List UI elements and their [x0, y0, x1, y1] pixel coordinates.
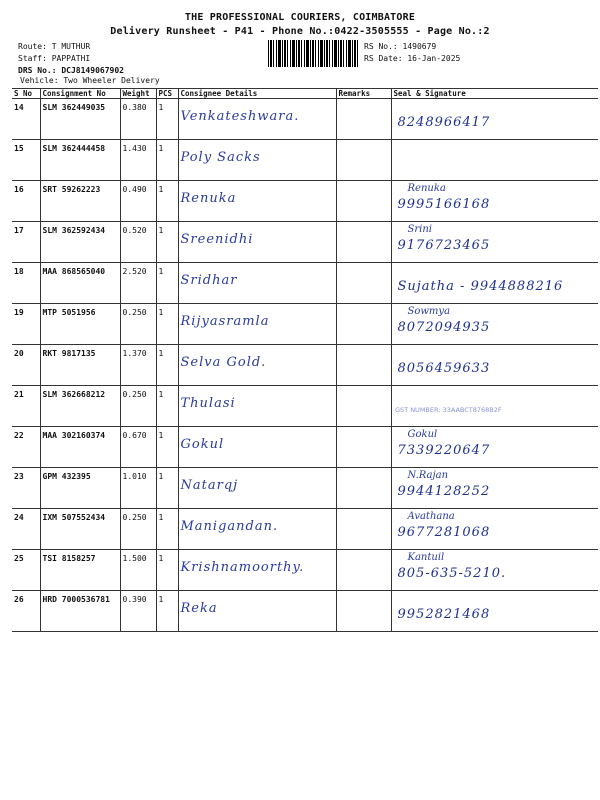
cell-sno: 19: [12, 304, 40, 345]
cell-signature: [391, 222, 598, 263]
cell-consignee: [178, 222, 336, 263]
cell-consignment-no: TSI 8158257: [40, 550, 120, 591]
cell-consignee: [178, 509, 336, 550]
cell-weight: 0.380: [120, 99, 156, 140]
cell-signature: [391, 304, 598, 345]
cell-weight: 2.520: [120, 263, 156, 304]
cell-signature: [391, 509, 598, 550]
cell-consignee: [178, 550, 336, 591]
consignee-handwriting: Sreenidhi: [180, 232, 254, 247]
consignee-handwriting: Thulasi: [180, 396, 236, 411]
cell-consignment-no: HRD 7000536781: [40, 591, 120, 632]
signature-phone: 805-635-5210.: [397, 566, 507, 581]
signature-area: [394, 267, 597, 299]
company-stamp: [395, 380, 573, 428]
rs-date: RS Date: 16-Jan-2025: [364, 54, 461, 63]
signature-area: [394, 349, 597, 381]
cell-sno: 23: [12, 468, 40, 509]
table-row: [12, 427, 598, 468]
cell-remarks: [336, 427, 391, 468]
cell-pcs: 1: [156, 345, 178, 386]
cell-sno: 15: [12, 140, 40, 181]
signature-area: [394, 513, 597, 545]
cell-signature: [391, 99, 598, 140]
signature-phone: 9952821468: [397, 607, 491, 622]
table-row: [12, 181, 598, 222]
cell-signature: [391, 427, 598, 468]
table-row: [12, 99, 598, 140]
cell-consignment-no: MAA 302160374: [40, 427, 120, 468]
table-row: [12, 263, 598, 304]
runsheet-subtitle: Delivery Runsheet - P41 - Phone No.:0422-3505555 - Page No.:2: [110, 26, 490, 37]
page-title: THE PROFESSIONAL COURIERS, COIMBATORE: [184, 12, 416, 23]
signature-phone: 8248966417: [397, 115, 491, 130]
cell-weight: 0.520: [120, 222, 156, 263]
cell-pcs: 1: [156, 140, 178, 181]
cell-remarks: [336, 591, 391, 632]
cell-remarks: [336, 509, 391, 550]
cell-consignment-no: SLM 362668212: [40, 386, 120, 427]
cell-remarks: [336, 345, 391, 386]
cell-pcs: 1: [156, 468, 178, 509]
cell-consignment-no: RKT 9817135: [40, 345, 120, 386]
cell-weight: 0.670: [120, 427, 156, 468]
signature-name: Gokul: [407, 429, 438, 440]
cell-weight: 0.250: [120, 304, 156, 345]
cell-signature: [391, 181, 598, 222]
cell-pcs: 1: [156, 222, 178, 263]
cell-consignee: [178, 99, 336, 140]
cell-pcs: 1: [156, 304, 178, 345]
signature-name: N.Rajan: [407, 470, 449, 481]
col-header-consignee: Consignee Details: [178, 89, 336, 99]
staff-label: Staff: PAPPATHI: [18, 54, 91, 63]
cell-sno: 14: [12, 99, 40, 140]
cell-consignment-no: SRT 59262223: [40, 181, 120, 222]
rs-number: RS No.: 1490679: [364, 42, 437, 51]
signature-area: [394, 595, 597, 627]
signature-name: Renuka: [407, 183, 446, 194]
cell-remarks: [336, 468, 391, 509]
signature-area: [394, 472, 597, 504]
cell-signature: [391, 591, 598, 632]
cell-consignee: [178, 386, 336, 427]
signature-area: [394, 144, 597, 176]
cell-weight: 1.500: [120, 550, 156, 591]
signature-phone: 9944128252: [397, 484, 491, 499]
cell-consignment-no: SLM 362444458: [40, 140, 120, 181]
signature-area: [394, 431, 597, 463]
cell-sno: 20: [12, 345, 40, 386]
cell-remarks: [336, 386, 391, 427]
cell-weight: 1.010: [120, 468, 156, 509]
cell-remarks: [336, 550, 391, 591]
col-header-sno: S No: [12, 89, 40, 99]
cell-remarks: [336, 99, 391, 140]
barcode-image: [268, 40, 360, 67]
cell-remarks: [336, 140, 391, 181]
signature-area: [394, 103, 597, 135]
consignee-handwriting: Manigandan.: [180, 519, 279, 534]
cell-consignee: [178, 345, 336, 386]
cell-remarks: [336, 263, 391, 304]
cell-signature: [391, 140, 598, 181]
table-row: [12, 468, 598, 509]
consignee-handwriting: Gokul: [180, 437, 225, 452]
signature-name: Srini: [407, 224, 432, 235]
cell-consignee: [178, 140, 336, 181]
cell-sno: 16: [12, 181, 40, 222]
consignee-handwriting: Selva Gold.: [180, 355, 267, 370]
cell-weight: 0.250: [120, 386, 156, 427]
table-row: [12, 509, 598, 550]
consignee-handwriting: Poly Sacks: [180, 150, 261, 165]
signature-area: [394, 226, 597, 258]
signature-area: [394, 185, 597, 217]
cell-consignee: [178, 304, 336, 345]
cell-consignee: [178, 468, 336, 509]
cell-consignment-no: IXM 507552434: [40, 509, 120, 550]
signature-phone: 8056459633: [397, 361, 491, 376]
cell-sno: 22: [12, 427, 40, 468]
cell-weight: 0.250: [120, 509, 156, 550]
cell-pcs: 1: [156, 509, 178, 550]
cell-pcs: 1: [156, 99, 178, 140]
cell-pcs: 1: [156, 386, 178, 427]
cell-consignment-no: SLM 362592434: [40, 222, 120, 263]
consignee-handwriting: Venkateshwara.: [180, 109, 300, 124]
signature-name: Avathana: [407, 511, 455, 522]
cell-pcs: 1: [156, 263, 178, 304]
cell-pcs: 1: [156, 550, 178, 591]
cell-consignee: [178, 181, 336, 222]
table-row: [12, 140, 598, 181]
table-row: [12, 222, 598, 263]
cell-sno: 17: [12, 222, 40, 263]
cell-consignment-no: GPM 432395: [40, 468, 120, 509]
cell-sno: 24: [12, 509, 40, 550]
consignee-handwriting: Reka: [180, 601, 218, 616]
cell-weight: 1.430: [120, 140, 156, 181]
cell-consignee: [178, 263, 336, 304]
consignee-handwriting: Natarqj: [180, 478, 239, 493]
cell-pcs: 1: [156, 427, 178, 468]
table-row: [12, 304, 598, 345]
cell-consignment-no: SLM 362449035: [40, 99, 120, 140]
runsheet-table: [12, 88, 598, 632]
cell-weight: 1.370: [120, 345, 156, 386]
cell-weight: 0.490: [120, 181, 156, 222]
cell-weight: 0.390: [120, 591, 156, 632]
route-label: Route: T MUTHUR: [18, 42, 91, 51]
signature-phone: 9176723465: [397, 238, 491, 253]
table-header-row: [12, 89, 598, 99]
cell-remarks: [336, 304, 391, 345]
vehicle-label: Vehicle: Two Wheeler Delivery: [20, 76, 160, 85]
stamp-gst-number: GST NUMBER: 33AABCT8768B2F: [395, 406, 502, 414]
signature-name: Kantuil: [407, 552, 445, 563]
table-row: [12, 591, 598, 632]
cell-pcs: 1: [156, 181, 178, 222]
consignee-handwriting: Krishnamoorthy.: [180, 560, 305, 575]
cell-sno: 21: [12, 386, 40, 427]
table-row: [12, 550, 598, 591]
signature-area: [394, 554, 597, 586]
signature-phone: Sujatha - 9944888216: [397, 279, 564, 294]
cell-remarks: [336, 181, 391, 222]
cell-sno: 26: [12, 591, 40, 632]
cell-consignment-no: MTP 5051956: [40, 304, 120, 345]
cell-consignee: [178, 427, 336, 468]
signature-phone: 9677281068: [397, 525, 491, 540]
cell-consignee: [178, 591, 336, 632]
consignee-handwriting: Sridhar: [180, 273, 238, 288]
drs-number: DRS No.: DCJ8149067902: [18, 66, 124, 75]
cell-pcs: 1: [156, 591, 178, 632]
consignee-handwriting: Rijyasramla: [180, 314, 270, 329]
cell-sno: 25: [12, 550, 40, 591]
cell-signature: [391, 468, 598, 509]
col-header-signature: Seal & Signature: [391, 89, 598, 99]
col-header-pcs: PCS: [156, 89, 178, 99]
cell-signature: [391, 263, 598, 304]
col-header-weight: Weight: [120, 89, 156, 99]
signature-name: Sowmya: [407, 306, 451, 317]
cell-sno: 18: [12, 263, 40, 304]
signature-area: [394, 308, 597, 340]
col-header-remarks: Remarks: [336, 89, 391, 99]
cell-remarks: [336, 222, 391, 263]
cell-consignment-no: MAA 868565040: [40, 263, 120, 304]
signature-phone: 9995166168: [397, 197, 491, 212]
consignee-handwriting: Renuka: [180, 191, 237, 206]
cell-signature: [391, 550, 598, 591]
signature-phone: 7339220647: [397, 443, 491, 458]
signature-phone: 8072094935: [397, 320, 491, 335]
col-header-consignment: Consignment No: [40, 89, 120, 99]
